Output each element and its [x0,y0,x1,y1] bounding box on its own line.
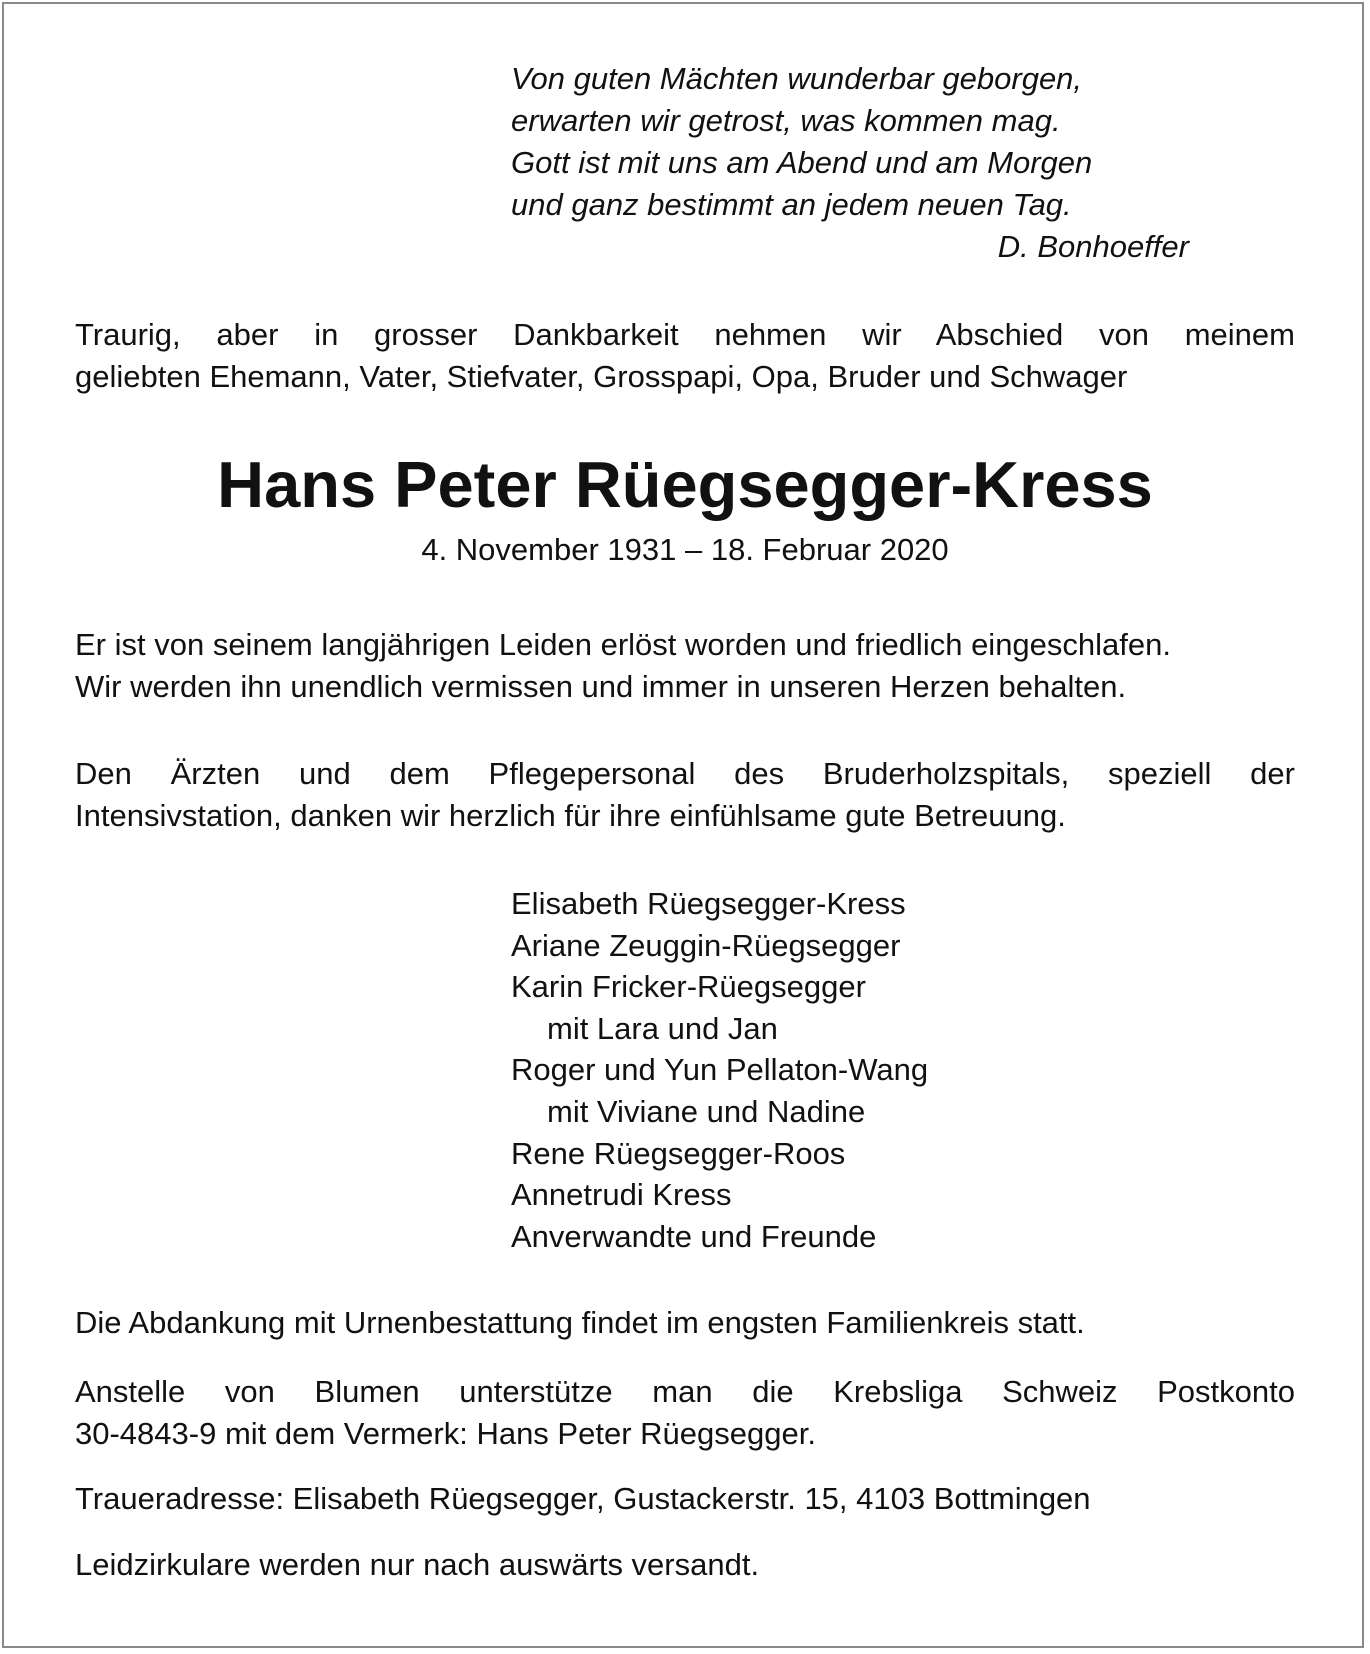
thanks-paragraph [75,753,1295,837]
quote-line: und ganz bestimmt an jedem neuen Tag. [511,187,1072,222]
deceased-name: Hans Peter Rüegsegger-Kress [217,448,1153,521]
quote-author: D. Bonhoeffer [997,229,1189,264]
mourner-entry: Roger und Yun Pellaton-Wang [511,1052,929,1088]
address-notice [75,1478,1295,1520]
farewell-paragraph [75,624,1295,708]
farewell-line: Er ist von seinem langjährigen Leiden erlöst worden und friedlich eingeschlafen. [75,627,1171,662]
mourner-entry: mit Lara und Jan [547,1010,778,1046]
mourner-entry: Rene Rüegsegger-Roos [511,1135,846,1171]
intro-paragraph [75,314,1295,398]
farewell-line: Wir werden ihn unendlich vermissen und immer in unseren Herzen behalten. [75,669,1127,704]
circulars-line: Leidzirkulare werden nur nach auswärts versandt. [75,1547,760,1582]
ceremony-notice [75,1302,1295,1344]
mourner-entry: Annetrudi Kress [511,1177,732,1213]
intro-line: Traurig, aber in grosser Dankbarkeit nehmen wir Abschied von meinem [75,317,1295,352]
donation-line: Anstelle von Blumen unterstütze man die Krebsliga Schweiz Postkonto [75,1374,1295,1409]
mourner-entry: Ariane Zeuggin-Rüegsegger [511,927,901,963]
thanks-line: Intensivstation, danken wir herzlich für ihre einfühlsame gute Betreuung. [75,798,1066,833]
circulars-notice [75,1544,1295,1586]
quote-line: Gott ist mit uns am Abend und am Morgen [511,145,1093,180]
bonhoeffer-quote [511,58,1191,268]
intro-line: geliebten Ehemann, Vater, Stiefvater, Grosspapi, Opa, Bruder und Schwager [75,359,1128,394]
ceremony-line: Die Abdankung mit Urnenbestattung findet im engsten Familienkreis statt. [75,1305,1085,1340]
mourner-entry: mit Viviane und Nadine [547,1093,866,1129]
thanks-line: Den Ärzten und dem Pflegepersonal des Bruderholzspitals, speziell der [75,756,1295,791]
donation-notice [75,1371,1295,1455]
quote-line: Von guten Mächten wunderbar geborgen, [511,61,1083,96]
quote-line: erwarten wir getrost, was kommen mag. [511,103,1061,138]
mourner-entry: Anverwandte und Freunde [511,1218,877,1254]
donation-line: 30-4843-9 mit dem Vermerk: Hans Peter Rüegsegger. [75,1416,816,1451]
address-line: Traueradresse: Elisabeth Rüegsegger, Gustackerstr. 15, 4103 Bottmingen [75,1481,1091,1516]
mourner-entry: Karin Fricker-Rüegsegger [511,969,866,1005]
life-dates: 4. November 1931 – 18. Februar 2020 [421,532,949,567]
mourner-entry: Elisabeth Rüegsegger-Kress [511,886,906,921]
mourners-list [511,883,1211,1257]
